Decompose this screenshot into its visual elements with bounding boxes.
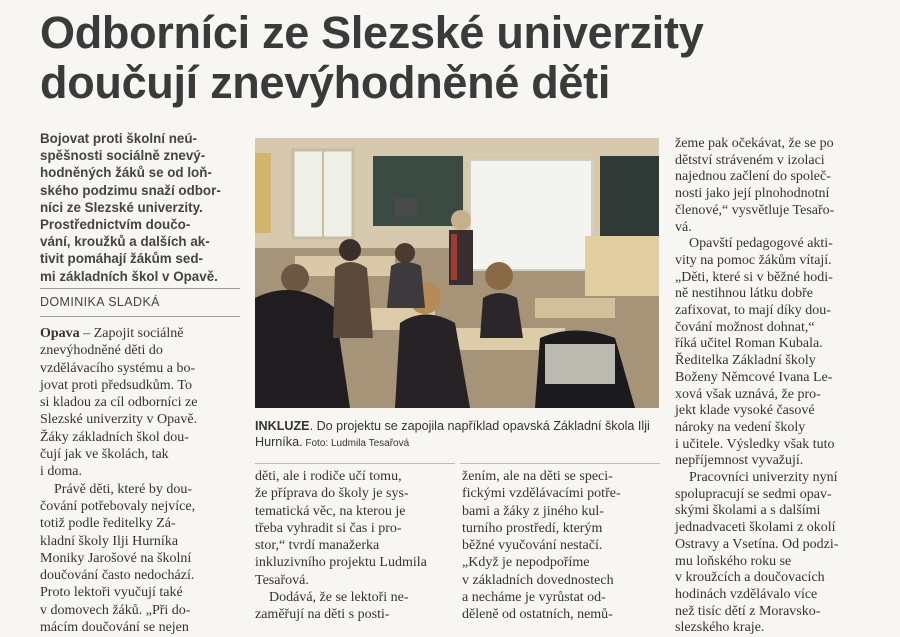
caption-label: INKLUZE [255,419,310,433]
author-byline: DOMINIKA SLADKÁ [40,295,160,309]
body-line: v domovech žáků. „Při do- [40,602,191,618]
body-line: vity na pomoc žákům vítají. [675,252,832,268]
body-line: Moniky Jarošové na školní [40,550,192,566]
body-line: „Děti, které si v běžné hodi- [675,269,833,285]
body-line: třeba vyhradit si čas i pro- [255,520,402,536]
body-line: členové,“ vysvětluje Tesařo- [675,202,835,218]
lead-line: níci ze Slezské univerzity. [40,199,203,215]
body-line: inkluzivního projektu Ludmila [255,555,427,571]
lead-line: vání, kroužků a dalších ak- [40,234,210,250]
body-line: „Když je nepodpoříme [462,555,590,571]
body-line: zafixovat, to mají díky dou- [675,303,831,319]
body-line: Proto lektoři vyučují také [40,585,183,601]
body-line: bami a žáky z jiného kul- [462,503,604,519]
body-line: Slezské univerzity v Opavě. [40,412,198,428]
body-line: v kroužcích a doučovacích [675,570,825,586]
body-line: jekt klade vysoké časové [675,403,815,419]
lead-line: mi základních škol v Opavě. [40,268,218,284]
body-line: děleně od ostatních, nemů- [462,607,613,623]
body-line: tematická věc, na kterou je [255,503,406,519]
column-2 [255,468,455,624]
body-line: turního prostředí, kterým [462,520,603,536]
body-line: děti, ale i rodiče učí tomu, [255,469,402,484]
column-rule [255,463,455,464]
body-line: mu loňského roku se [675,553,792,569]
headline [40,8,880,108]
body-line: nosti jako její plnohodnotní [675,186,830,202]
body-line: žením, ale na děti se speci- [462,469,613,484]
body-line: že příprava do školy je sys- [255,486,409,502]
body-line: Právě děti, které by dou- [54,481,193,497]
body-line: a necháme je vyrůstat od- [462,590,606,606]
body-line: dětství stráveném v izolaci [675,152,825,168]
body-line: ně nestihnou látku dobře [675,286,814,302]
byline-rule-top [40,288,240,289]
lead-line: Bojovat proti školní neú- [40,131,197,146]
lead-line: tivit pomáhají žákům sed- [40,251,203,267]
lead-paragraph [40,130,240,285]
photo-credit: Foto: Ludmila Tesařová [302,438,410,449]
body-line: nároky na vedení školy [675,419,806,435]
body-line: i doma. [40,464,82,480]
body-line: Pracovníci univerzity nyní [689,470,838,486]
body-line: kladní školy Ilji Hurníka [40,533,179,549]
body-line: znevýhodněné děti do [40,343,163,359]
body-line: běžné vyučování nestačí. [462,538,603,554]
body-line: čují jak ve školách, tak [40,447,169,463]
body-line: jovat proti předsudkům. To [40,377,192,393]
body-line: Boženy Němcové Ivana Le- [675,369,833,385]
body-line: si kladou za cíl odborníci ze [40,395,198,411]
lead-line: hodněných žáků se od loň- [40,165,212,181]
body-line: Ředitelka Základní školy [675,353,816,369]
body-line: mácím doučování se nejen [40,620,189,636]
body-line: spolupracují se sedmi opav- [675,486,832,502]
body-line: hodinách vzdělávalo více [675,586,818,602]
body-line: fickými vzdělávacími potře- [462,486,621,502]
column-rule [460,463,660,464]
body-line: jednadvaceti školami z okolí [675,520,836,536]
body-line: žeme pak očekávat, že se po [675,136,834,151]
body-line: nepříjemnost vyvažují. [675,453,804,469]
body-line: v základních dovednostech [462,572,614,588]
headline-line-1: Odborníci ze Slezské univerzity [40,7,704,58]
body-line: Ostravy a Vsetína. Od podzi- [675,536,839,552]
lead-line: Prostřednictvím doučo- [40,217,191,233]
body-line: xová však uznává, že pro- [675,386,821,402]
body-line: slezského kraje. [675,620,765,636]
body-line: čování potřebovaly nejvíce, [40,498,196,514]
body-line: než tisíc dětí z Moravsko- [675,603,821,619]
lead-line: ského podzimu snaží odbor- [40,182,221,198]
body-line: vzdělávacího systému a bo- [40,360,196,376]
classroom-photo [255,138,659,408]
byline-rule-bottom [40,316,240,317]
classroom-photo-illustration [255,138,659,408]
body-line: Žáky základních škol dou- [40,429,189,445]
body-line: Dodává, že se lektoři ne- [269,590,409,606]
body-line: zaměřují na děti s posti- [255,607,390,623]
body-line: totiž podle ředitelky Zá- [40,516,176,532]
lead-line: spěšnosti sociálně znevý- [40,148,206,164]
body-line: Opava – Zapojit sociálně [40,326,184,341]
body-line: skými školami a s dalšími [675,503,821,519]
body-line: doučování často nedochází. [40,568,195,584]
column-4 [675,136,885,637]
body-line: stor,“ tvrdí manažerka [255,538,380,554]
body-line: říká učitel Roman Kubala. [675,336,823,352]
caption-text: . Do projektu se zapojila například opavská Základní škola Ilji Hurníka. [255,419,650,449]
dateline: Opava [40,326,80,341]
body-line: Opavští pedagogové akti- [689,236,833,252]
headline-line-2: doučují znevýhodněné děti [40,57,611,108]
column-3 [462,468,662,624]
body-line: čování možnost dohnat,“ [675,319,815,335]
body-line: i učitele. Výsledky však tuto [675,436,835,452]
column-1 [40,325,245,636]
photo-caption [255,418,660,452]
body-line: vá. [675,219,692,235]
body-line: Tesařová. [255,572,309,588]
body-line: najednou začlení do společ- [675,169,831,185]
